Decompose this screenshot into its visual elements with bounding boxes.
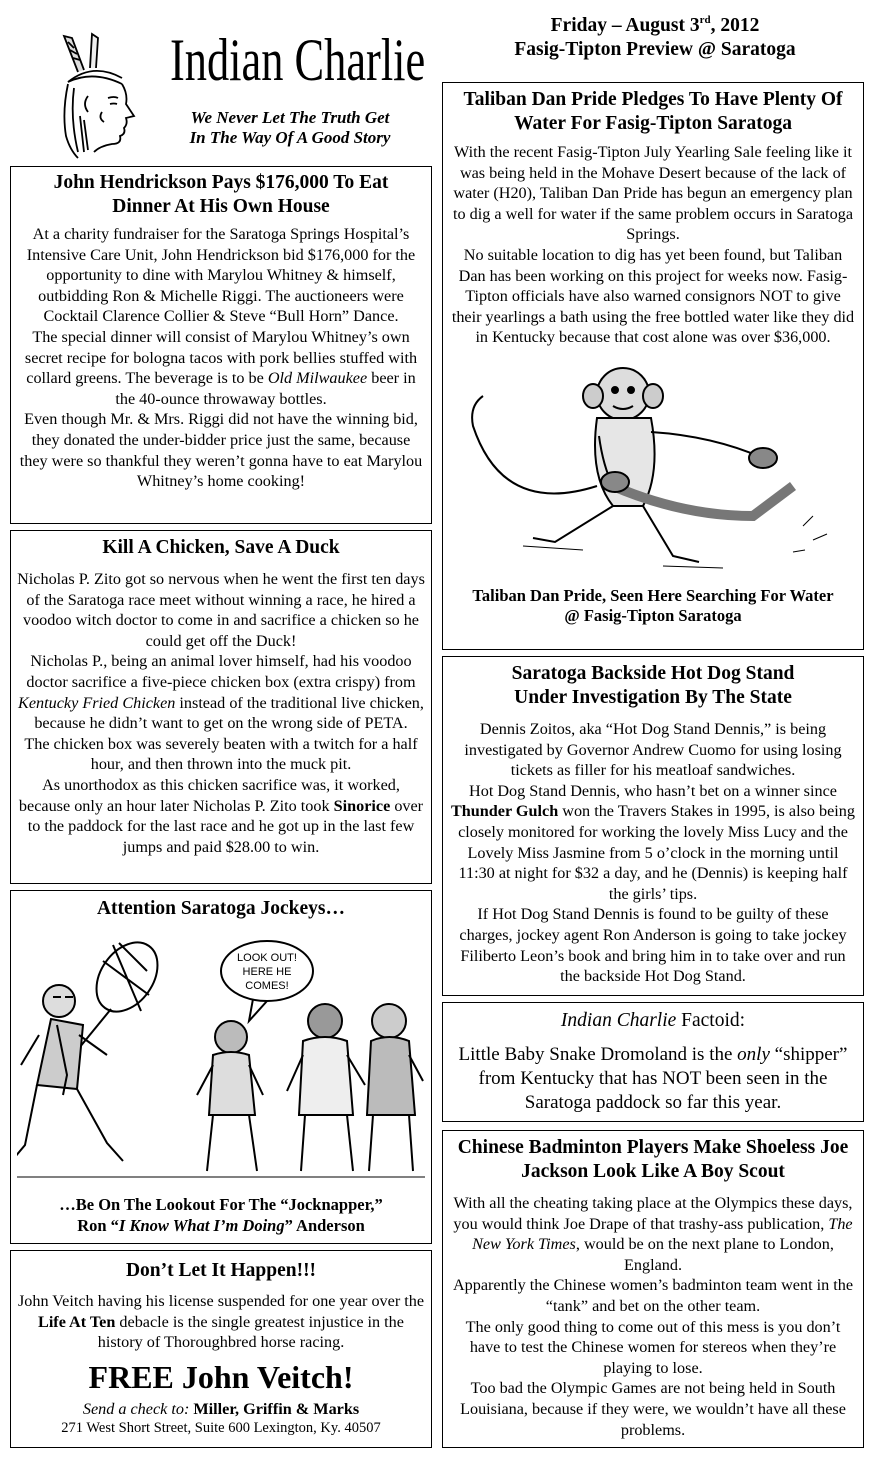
- speech-bubble-line-2: HERE HE: [242, 966, 292, 978]
- article-title: Chinese Badminton Players Make Shoeless Joe Jackson Look Like A Boy Scout: [457, 1137, 849, 1182]
- masthead: [10, 8, 430, 158]
- article-paragraph: No suitable location to dig has yet been found, but Taliban Dan has been working on this project for weeks now. Fasig-Tipton officials have also warned consignors NOT to give their yearlings a bath using the free bottled water like they did in Kentucky because that cost alone was over $36,000.: [451, 245, 855, 347]
- factoid-text: Little Baby Snake Dromoland is the only “shipper” from Kentucky that has NOT been seen in the Saratoga paddock so far this year.: [458, 1044, 848, 1113]
- caption-line-2: Ron “I Know What I’m Doing” Anderson: [77, 1215, 365, 1235]
- article-paragraph: The chicken box was severely beaten with a twitch for a half hour, and then thrown into the muck pit.: [24, 734, 418, 774]
- issue-date: Friday – August 3rd, 2012: [550, 14, 760, 36]
- caption-line-2: @ Fasig-Tipton Saratoga: [564, 606, 742, 626]
- caption-line-1: …Be On The Lookout For The “Jocknapper,”: [59, 1195, 383, 1214]
- cartoon-caption: [17, 1195, 425, 1236]
- article-paragraph: Hot Dog Stand Dennis, who hasn’t bet on a winner since Thunder Gulch won the Travers Stakes in 1995, is also being closely monitored for working the lovely Miss Lucy and the Lovely Miss Jasmine from 5 o’clock in the morning until 11:30 at night for $32 a day, and he (Dennis) is keeping half the girls’ tips.: [451, 781, 855, 903]
- speech-bubble-line-1: LOOK OUT!: [237, 952, 297, 964]
- illustration-caption: [449, 586, 857, 627]
- article-paragraph: Apparently the Chinese women’s badminton team went in the “tank” and bet on the other team.: [452, 1276, 854, 1315]
- article-paragraph: Even though Mr. & Mrs. Riggi did not have the winning bid, they donated the under-bidder price just the same, because they were so thankful they weren’t gonna have to eat Marylou Whitney’s home cooking!: [19, 410, 423, 491]
- article-paragraph: The only good thing to come out of this mess is you don’t have to test the Chinese women for stereos when they’re playing to lose.: [465, 1317, 841, 1377]
- article-paragraph: As unorthodox as this chicken sacrifice was, it worked, because only an hour later Nicholas P. Zito took Sinorice over to the paddock for the last race and he got up in the last few jumps and paid $28.00 to win.: [18, 775, 424, 856]
- publication-title: Indian Charlie: [170, 27, 426, 93]
- slogan: FREE John Veitch!: [88, 1358, 354, 1395]
- address: 271 West Short Street, Suite 600 Lexington, Ky. 40507: [61, 1420, 381, 1437]
- article-hendrickson: [10, 166, 432, 524]
- article-chicken: [10, 530, 432, 884]
- article-paragraph: Nicholas P. Zito got so nervous when he went the first ten days of the Saratoga race meet without winning a race, he hired a voodoo witch doctor to come in and sacrifice a chicken so he could get off the Duck!: [17, 570, 425, 650]
- tagline-line-2: In The Way Of A Good Story: [189, 128, 391, 147]
- factoid-title: Indian Charlie Factoid:: [560, 1010, 746, 1031]
- article-hotdog: [442, 656, 864, 996]
- article-paragraph: At a charity fundraiser for the Saratoga Springs Hospital’s Intensive Care Unit, John Hendrickson bid $176,000 for the opportunity to dine with Marylou Whitney & himself, outbidding Ron & Michelle Riggi. The auctioneers were Cocktail Clarence Collier & Steve “Bull Horn” Dance.: [26, 225, 416, 326]
- tagline-line-1: We Never Let The Truth Get: [190, 108, 390, 127]
- article-paragraph: With the recent Fasig-Tipton July Yearling Sale feeling like it was being held in the Mohave Desert because of the lack of water (H20), Taliban Dan Pride has begun an emergency plan to dig a well for water if the same problem occurs in Saratoga Springs.: [452, 143, 854, 244]
- article-title: Saratoga Backside Hot Dog Stand Under Investigation By The State: [511, 663, 795, 708]
- article-paragraph: John Veitch having his license suspended for one year over the Life At Ten debacle is the single greatest injustice in the history of Thoroughbred horse racing.: [17, 1292, 425, 1352]
- article-title: John Hendrickson Pays $176,000 To Eat Dinner At His Own House: [53, 172, 389, 217]
- article-title: Taliban Dan Pride Pledges To Have Plenty Of Water For Fasig-Tipton Saratoga: [463, 89, 843, 134]
- article-title: Don’t Let It Happen!!!: [125, 1260, 317, 1281]
- article-paragraph: The special dinner will consist of Marylou Whitney’s own secret recipe for bologna tacos with pork bellies stuffed with collard greens. The beverage is to be Old Milwaukee beer in the 40-ounce throwaway bottles.: [24, 327, 418, 408]
- publication-tagline: [160, 108, 420, 148]
- speech-bubble-line-3: COMES!: [245, 980, 289, 992]
- article-jockeys: [10, 890, 432, 1244]
- article-paragraph: With all the cheating taking place at the Olympics these days, you would think Joe Drape of that trashy-ass publication, The New York Times, would be on the next plane to London, England.: [453, 1194, 853, 1274]
- indian-chief-illustration: [38, 32, 148, 160]
- donation-line: Send a check to: Miller, Griffin & Marks: [82, 1399, 360, 1418]
- article-paragraph: Dennis Zoitos, aka “Hot Dog Stand Dennis,” is being investigated by Governor Andrew Cuomo for using losing tickets as filler for his meatloaf sandwiches.: [464, 720, 842, 780]
- caption-line-1: Taliban Dan Pride, Seen Here Searching For Water: [472, 585, 834, 605]
- article-badminton: [442, 1130, 864, 1448]
- dateline: [440, 14, 870, 62]
- jocknapper-cartoon: [17, 925, 425, 1185]
- article-veitch: [10, 1250, 432, 1448]
- article-paragraph: Too bad the Olympic Games are not being held in South Louisiana, because if they were, we wouldn’t have all these problems.: [460, 1379, 846, 1439]
- article-title: Kill A Chicken, Save A Duck: [102, 537, 340, 558]
- article-paragraph: Nicholas P., being an animal lover himself, had his voodoo doctor sacrifice a five-piece chicken box (extra crispy) from Kentucky Fried Chicken instead of the traditional live chicken, because he didn’t want to get on the wrong side of PETA.: [18, 652, 424, 733]
- article-paragraph: If Hot Dog Stand Dennis is found to be guilty of these charges, jockey agent Ron Anderson is going to take jockey Filiberto Leon’s book and bring him in to take over and run the backside Hot Dog Stand.: [459, 905, 847, 986]
- article-taliban: [442, 82, 864, 650]
- article-title: Attention Saratoga Jockeys…: [96, 898, 346, 919]
- factoid-box: [442, 1002, 864, 1122]
- issue-subtitle: Fasig-Tipton Preview @ Saratoga: [514, 39, 796, 60]
- monkey-slingshot-illustration: [463, 366, 843, 576]
